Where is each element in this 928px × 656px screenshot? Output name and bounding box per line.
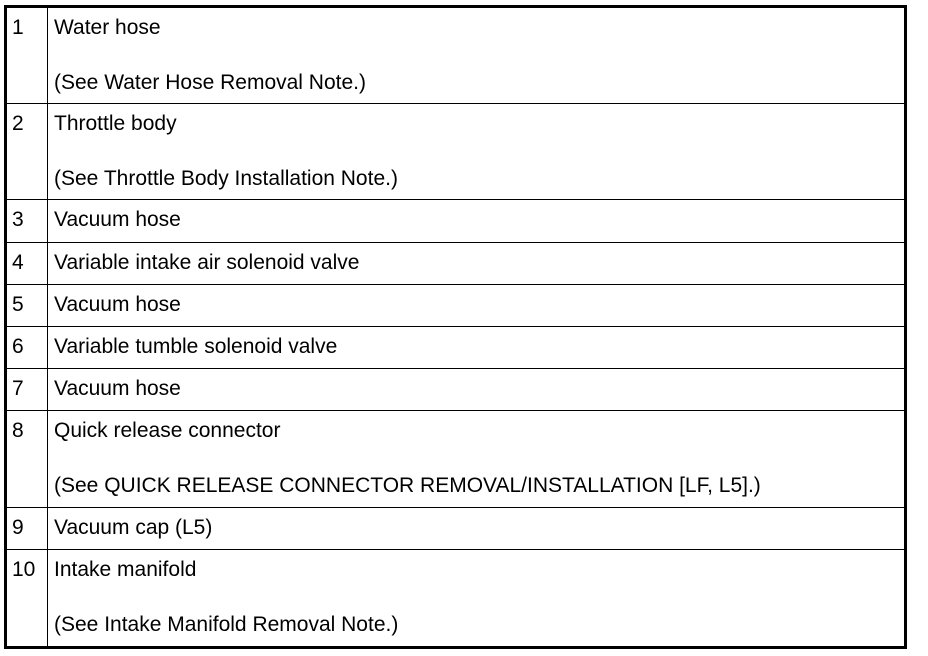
part-number: 6 [7,327,48,368]
table-row [7,104,904,200]
part-description [48,200,904,241]
part-description [48,104,904,199]
table-row [7,327,904,369]
part-description [48,8,904,103]
table-row [7,8,904,104]
part-name: Vacuum cap (L5) [54,515,213,539]
part-name: Throttle body [54,112,177,136]
part-description [48,285,904,326]
part-name: Water hose [54,16,161,39]
part-name: Quick release connector [54,419,281,443]
parts-table [4,5,907,649]
part-name: Variable intake air solenoid valve [54,250,360,274]
table-row [7,411,904,507]
part-description [48,243,904,284]
part-number: 3 [7,200,48,241]
part-description [48,369,904,410]
part-description [48,411,904,506]
part-note: (See Water Hose Removal Note.) [54,71,366,94]
table-row [7,508,904,550]
part-name: Variable tumble solenoid valve [54,335,338,359]
part-number: 5 [7,285,48,326]
table-row [7,200,904,242]
part-number: 10 [7,550,48,646]
table-row [7,285,904,327]
part-name: Vacuum hose [54,208,181,232]
part-note: (See Intake Manifold Removal Note.) [54,612,399,636]
part-note: (See Throttle Body Installation Note.) [54,167,398,191]
part-note: (See QUICK RELEASE CONNECTOR REMOVAL/INSTALLATION [LF, L5].) [54,474,761,498]
part-number: 2 [7,104,48,199]
part-name: Intake manifold [54,557,197,581]
table-row [7,243,904,285]
part-number: 4 [7,243,48,284]
part-name: Vacuum hose [54,292,181,316]
part-number: 9 [7,508,48,549]
table-row [7,550,904,646]
table-row [7,369,904,411]
part-description [48,550,904,646]
part-description [48,508,904,549]
part-number: 8 [7,411,48,506]
part-description [48,327,904,368]
part-number: 7 [7,369,48,410]
part-name: Vacuum hose [54,377,181,401]
part-number: 1 [7,8,48,103]
